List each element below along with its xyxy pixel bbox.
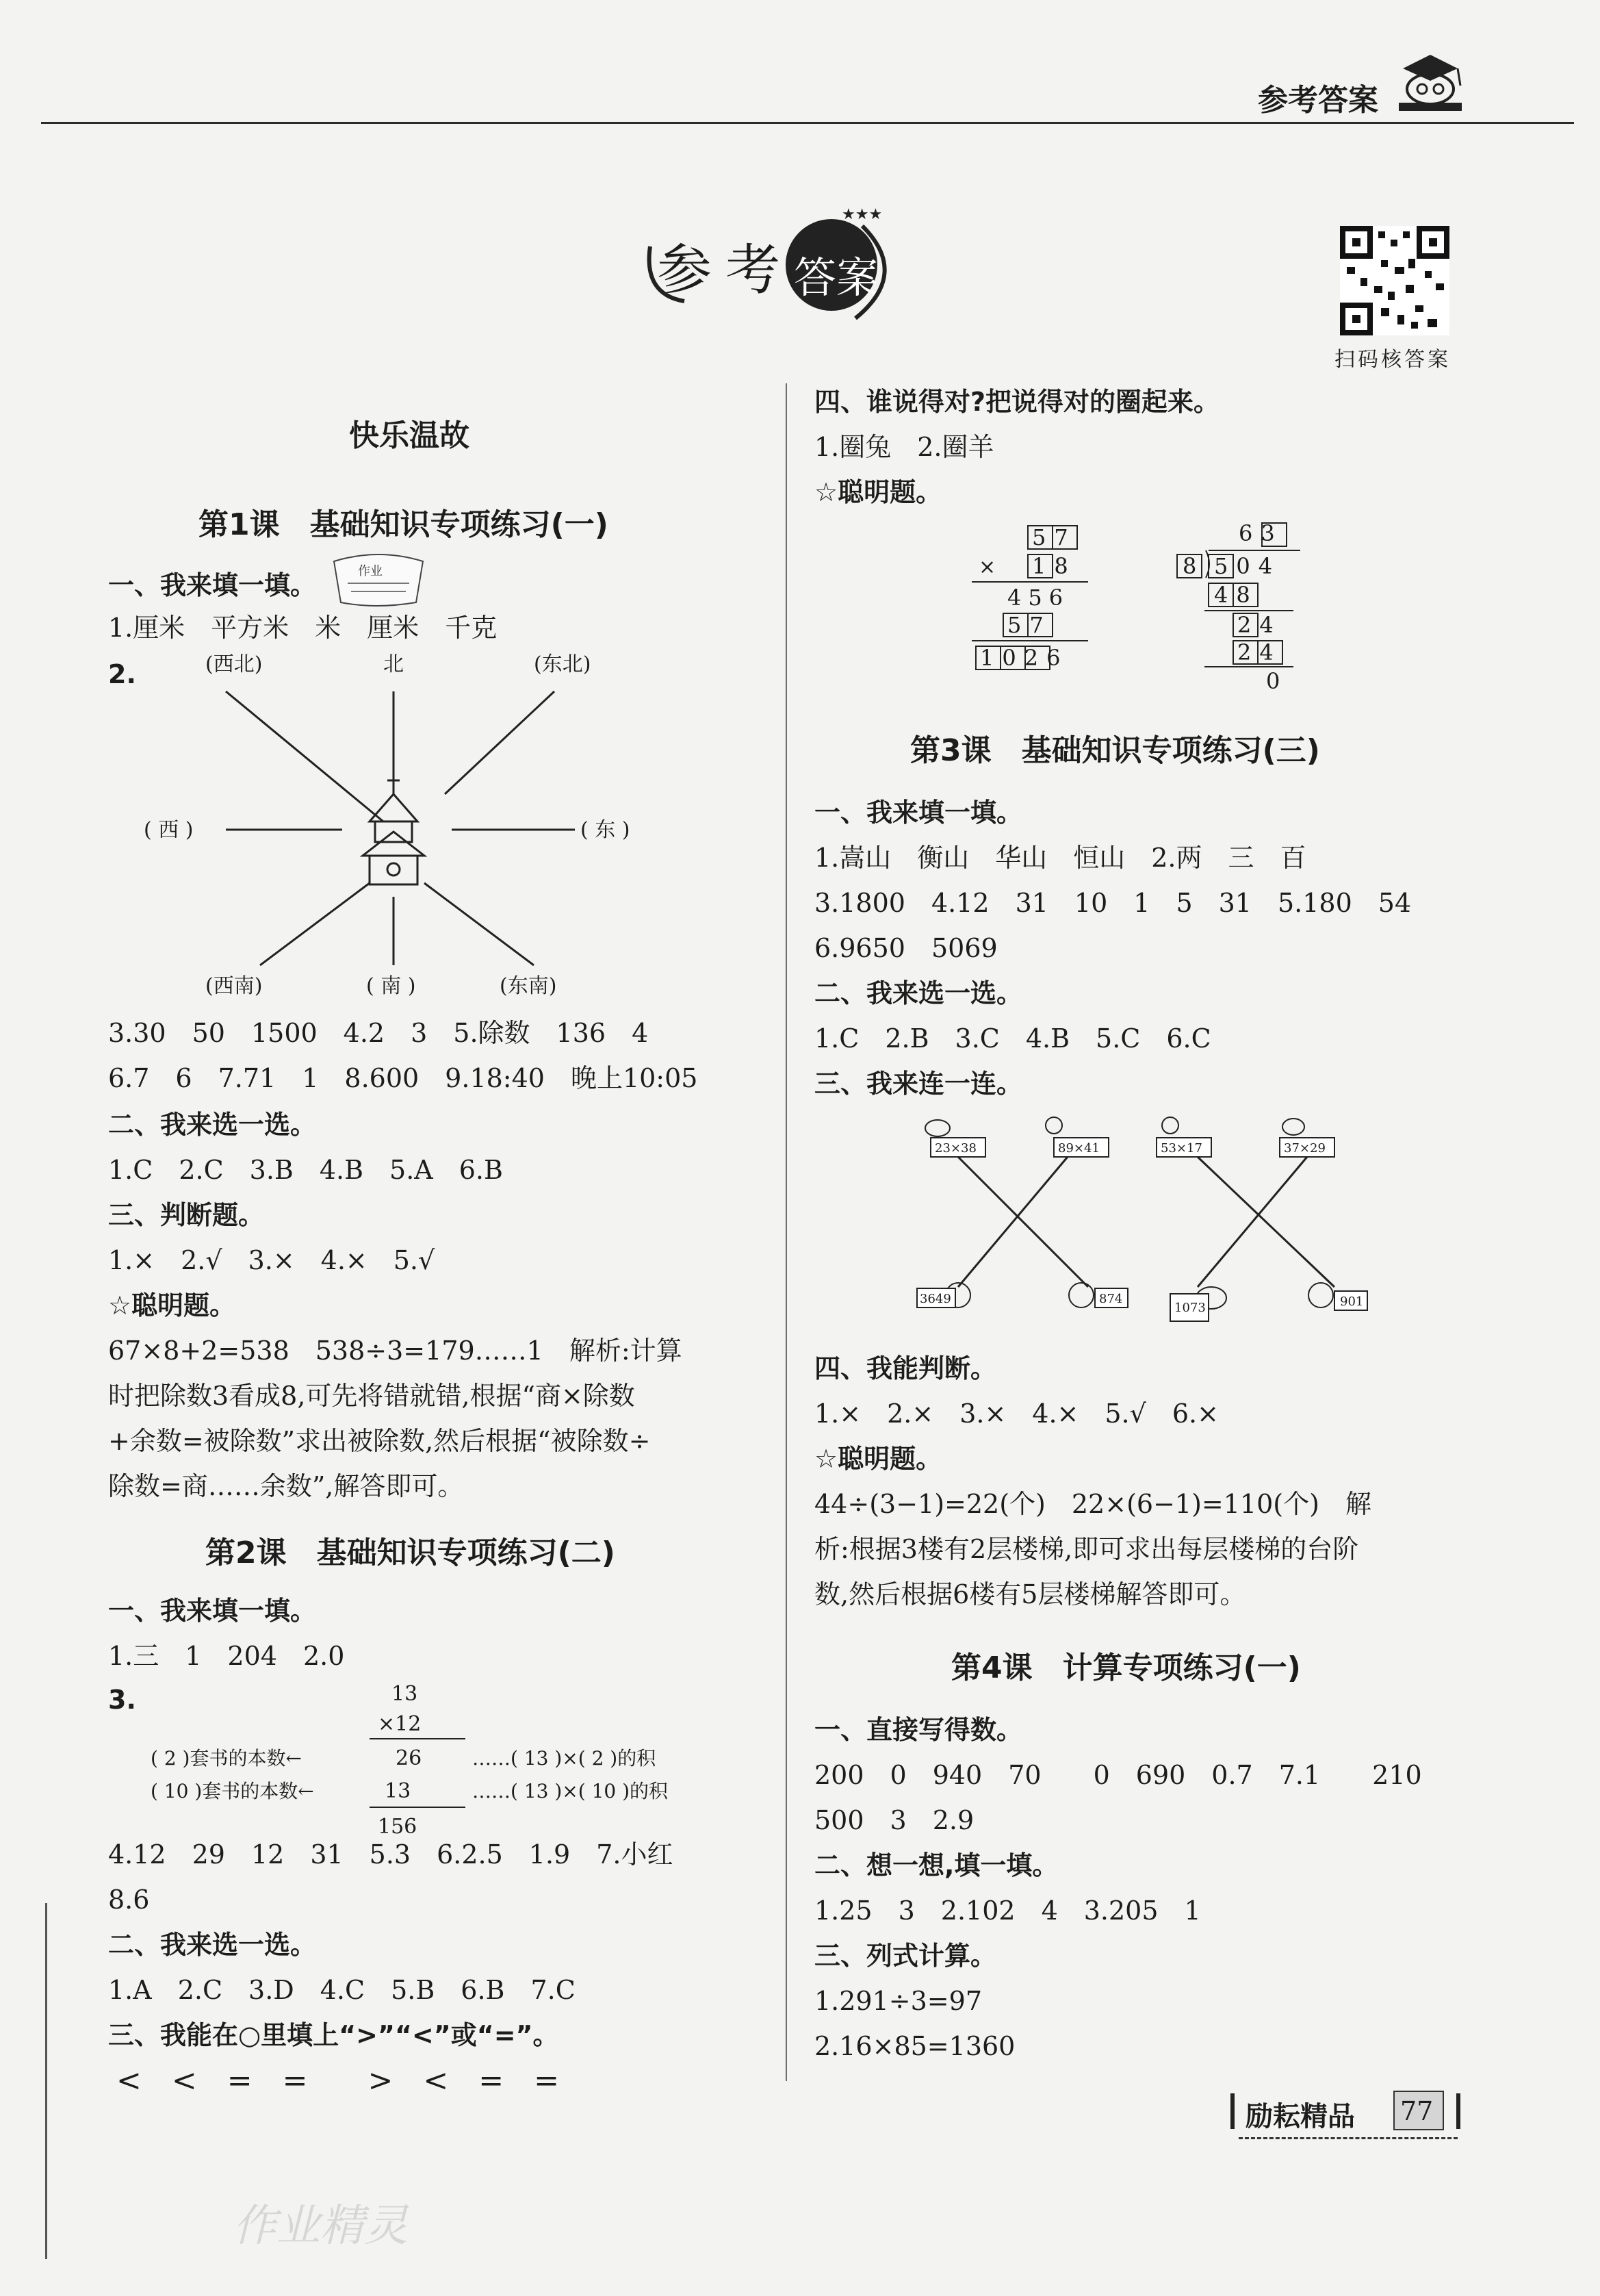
vm-p2: 57 [1007,612,1052,638]
lesson1-smart-line: +余数=被除数”求出被除数,然后根据“被除数÷ [108,1426,651,1456]
vertical-multiplication [965,520,1102,685]
mult-row: ×12 [378,1712,422,1736]
lesson1-q6: 6.7 6 7.71 1 8.600 9.18:40 晚上10:05 [108,1063,698,1093]
footer-rule [1239,2137,1458,2139]
mult-right-label: ……( 13 )×( 10 )的积 [472,1780,669,1802]
lesson1-part3-answers: 1.× 2.√ 3.× 4.× 5.√ [108,1245,435,1275]
lesson1-title: 第1课 基础知识专项练习(一) [198,507,608,542]
matching-diagram [910,1109,1403,1342]
lesson4-part2-heading: 二、想一想,填一填。 [814,1850,1059,1880]
section-title: 快乐温故 [349,418,469,453]
card-top: 23×38 [935,1141,977,1156]
lesson2-part3-heading: 三、我能在○里填上“>”“<”或“=”。 [108,2020,559,2050]
lesson3-smart-line: 数,然后根据6楼有5层楼梯解答即可。 [814,1579,1246,1609]
card-top: 89×41 [1058,1141,1100,1156]
compass-ne: (东北) [534,652,591,676]
lesson3-smart-line: 44÷(3−1)=22(个) 22×(6−1)=110(个) 解 [814,1489,1371,1519]
se-line [424,883,534,965]
compass-diagram [123,650,712,1006]
match-line [1198,1157,1307,1287]
banner-char: 答 [794,253,837,303]
compass-se: (东南) [500,974,557,998]
lesson4-row: 500 3 2.9 [814,1805,975,1835]
qr-caption: 扫码核答案 [1334,348,1451,372]
div-remainder: 0 [1266,668,1280,694]
compass-n: 北 [383,652,404,676]
footer-brand: 励耘精品 [1246,2101,1355,2132]
scan-edge [45,1903,47,2259]
ne-line [445,691,554,794]
compass-nw: (西北) [205,652,263,676]
div-divisor: 8 [1183,553,1197,579]
lesson3-q3: 3.1800 4.12 31 10 1 5 31 5.180 54 [814,888,1412,918]
mult-right-label: ……( 13 )×( 2 )的积 [472,1747,656,1770]
lesson1-part3-heading: 三、判断题。 [108,1200,265,1230]
match-line [1198,1157,1334,1287]
card-top: 37×29 [1284,1141,1326,1156]
lesson4-calc: 1.291÷3=97 [814,1986,982,2016]
building-icon [363,774,424,884]
lesson4-part1-heading: 一、直接写得数。 [814,1715,1023,1745]
mult-row: 156 [378,1815,417,1839]
lesson1-part2-answers: 1.C 2.C 3.B 4.B 5.A 6.B [108,1155,503,1185]
qr-code[interactable] [1340,226,1449,335]
banner-char: 考 [725,238,780,302]
lesson4-part3-heading: 三、列式计算。 [814,1941,997,1971]
match-line [958,1157,1088,1287]
banner-char: 案 [836,253,879,303]
lesson2-q8: 8.6 [108,1885,150,1915]
lesson4-title: 第4课 计算专项练习(一) [951,1650,1301,1685]
student-reading-icon [1389,48,1471,116]
lesson2-part1-heading: 一、我来填一填。 [108,1596,317,1626]
banner-char: 参 [657,238,712,302]
stamp-text: 作业 [358,564,383,578]
lesson2-q1: 1.三 1 204 2.0 [108,1641,345,1671]
lesson3-title: 第3课 基础知识专项练习(三) [910,733,1320,768]
lesson3-part1-heading: 一、我来填一填。 [814,798,1023,828]
match-line [958,1157,1068,1287]
header-rule [41,122,1574,124]
compass-e: ( 东 ) [580,818,630,842]
lesson3-smart-heading: ☆聪明题。 [814,1444,942,1474]
lesson4-part2-answers: 1.25 3 2.102 4 3.205 1 [814,1896,1201,1926]
card-bottom: 1073 [1174,1301,1206,1315]
lesson4-row: 200 0 940 70 0 690 0.7 7.1 210 [814,1760,1422,1790]
lesson2-title: 第2课 基础知识专项练习(二) [205,1535,615,1570]
lesson2-q4: 4.12 29 12 31 5.3 6.2.5 1.9 7.小红 [108,1839,673,1870]
lesson1-part1-heading: 一、我来填一填。 [108,570,317,600]
star-icon: ★★★ [842,206,883,223]
card-bottom: 874 [1099,1292,1123,1306]
compass-sw: (西南) [205,974,263,998]
homework-stamp [327,548,430,609]
mult-row: 13 [391,1682,418,1706]
div-dividend: 504 [1214,553,1281,579]
right-smart-heading: ☆聪明题。 [814,477,942,507]
lesson1-part2-heading: 二、我来选一选。 [108,1110,317,1140]
div-sub1: 48 [1214,582,1259,608]
lesson1-q3: 3.30 50 1500 4.2 3 5.除数 136 4 [108,1018,649,1048]
banner-swoosh [636,199,924,335]
column-divider [786,383,787,2081]
lesson2-part2-heading: 二、我来选一选。 [108,1930,317,1960]
nw-line [226,691,383,821]
lesson3-q1: 1.嵩山 衡山 华山 恒山 2.两 三 百 [814,843,1306,873]
vm-a: 57 [1032,524,1076,550]
lesson3-part4-answers: 1.× 2.× 3.× 4.× 5.√ 6.× [814,1399,1219,1429]
sw-line [260,883,370,965]
lesson1-q2-label: 2. [108,659,136,689]
lesson1-smart-line: 67×8+2=538 538÷3=179……1 解析:计算 [108,1336,682,1366]
vm-p1: 456 [1007,585,1070,611]
vm-result: 1026 [980,645,1069,671]
part4-heading: 四、谁说得对?把说得对的圈起来。 [814,387,1220,417]
mult-left-label: ( 10 )套书的本数← [151,1780,314,1802]
multiplication-diagram [137,1677,753,1841]
qr-pattern-icon [1340,226,1449,335]
watermark: 作业精灵 [233,2201,408,2252]
lesson2-q3-label: 3. [108,1685,136,1715]
lesson1-smart-line: 时把除数3看成8,可先将错就错,根据“商×除数 [108,1381,635,1411]
div-sub2: 24 [1237,639,1282,665]
lesson2-part2-answers: 1.A 2.C 3.D 4.C 5.B 6.B 7.C [108,1975,576,2005]
compass-w: ( 西 ) [144,818,194,842]
lesson3-smart-line: 析:根据3楼有2层楼梯,即可求出每层楼梯的台阶 [814,1534,1359,1564]
lesson3-part2-answers: 1.C 2.B 3.C 4.B 5.C 6.C [814,1023,1211,1054]
mult-row: 13 [385,1779,411,1803]
card-bottom: 901 [1340,1294,1364,1309]
vm-times: × [979,555,996,579]
footer-bar [1230,2093,1235,2129]
lesson2-part3-answers: < < = = > < = = [116,2063,559,2098]
vm-b: 18 [1032,553,1076,579]
long-division [1163,520,1328,698]
lesson3-part3-heading: 三、我来连一连。 [814,1069,1023,1099]
mult-row: 26 [396,1746,422,1770]
lesson3-q6: 6.9650 5069 [814,933,998,963]
animal-icon [925,1117,1333,1309]
part4-answers: 1.圈兔 2.圈羊 [814,432,994,462]
lesson3-part4-heading: 四、我能判断。 [814,1353,997,1383]
lesson3-part2-heading: 二、我来选一选。 [814,978,1023,1008]
mult-left-label: ( 2 )套书的本数← [151,1747,302,1770]
compass-s: ( 南 ) [366,974,416,998]
card-bottom: 3649 [920,1292,951,1306]
lesson1-q1: 1.厘米 平方米 米 厘米 千克 [108,613,498,643]
page-number: 77 [1400,2096,1434,2126]
lesson4-calc: 2.16×85=1360 [814,2031,1016,2061]
footer-bar [1456,2093,1460,2129]
card-top: 53×17 [1161,1141,1202,1156]
header-title: 参考答案 [1258,83,1378,118]
lesson1-smart-heading: ☆聪明题。 [108,1290,236,1321]
div-quotient: 63 [1239,520,1283,546]
lesson1-smart-line: 除数=商……余数”,解答即可。 [108,1471,464,1501]
div-rem1: 24 [1237,612,1282,638]
